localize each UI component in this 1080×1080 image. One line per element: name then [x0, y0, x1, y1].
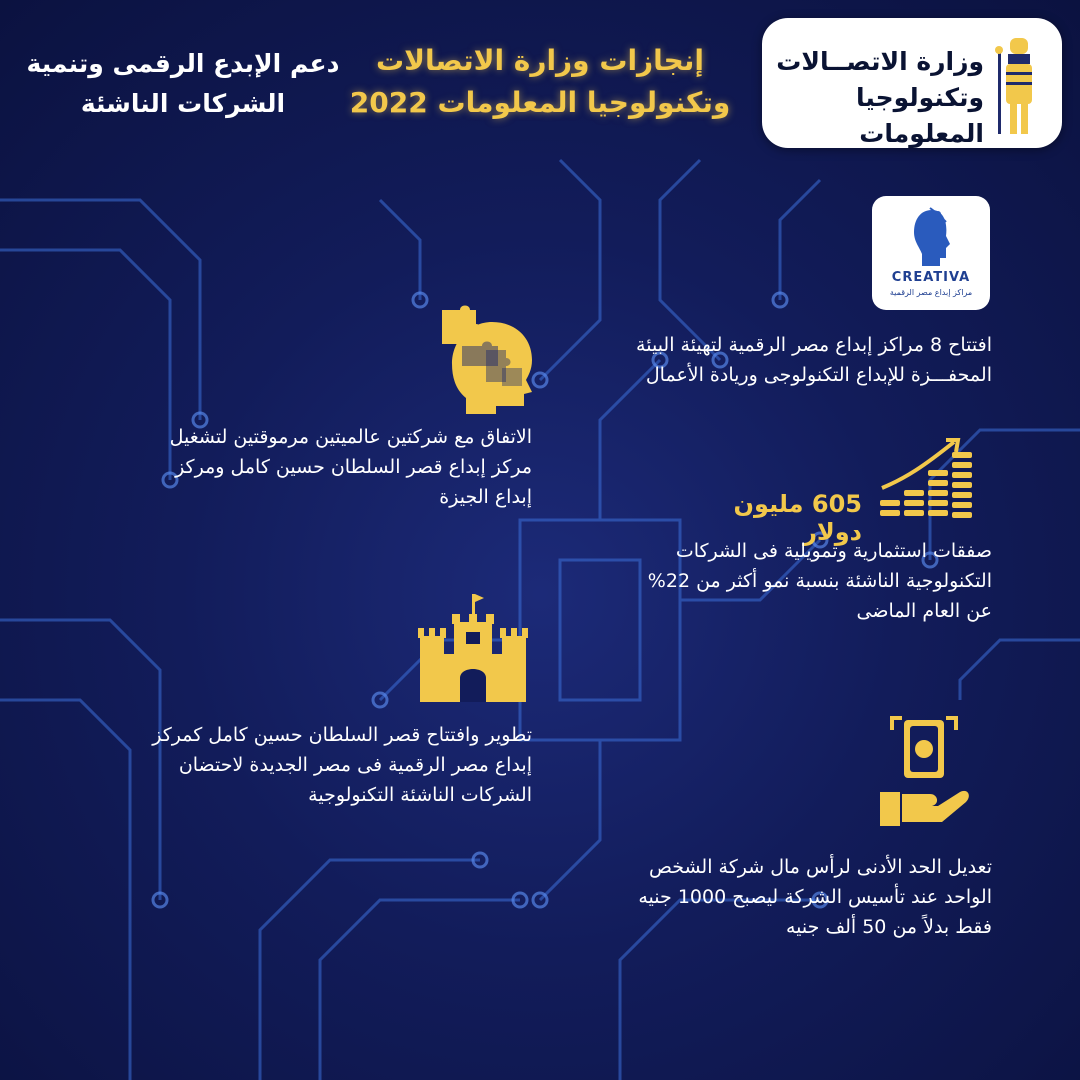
page-title-line2: وتكنولوجيا المعلومات 2022 [349, 86, 731, 119]
item-min-capital [560, 852, 992, 942]
item-palace-center [100, 720, 532, 810]
topic-title-line2: الشركات الناشئة [80, 89, 286, 118]
creativa-tagline: مراكز إبداع مصر الرقمية [889, 288, 973, 297]
creativa-brand: CREATIVA [891, 270, 971, 285]
ministry-logo-line2: وتكنولوجيا المعلومات [855, 83, 984, 148]
topic-title [18, 44, 348, 124]
page-title [340, 40, 740, 124]
item-capital-line2: الواحد عند تأسيس الشركة ليصبح 1000 جنيه [638, 886, 992, 908]
item-creativa-line2: المحفـــزة للإبداع التكنولوجى وريادة الأعمال [645, 364, 992, 386]
item-operators-agreement [100, 422, 532, 512]
creativa-head-icon [910, 206, 954, 268]
topic-title-line1: دعم الإبدع الرقمى وتنمية [26, 49, 340, 78]
ministry-logo-box [762, 18, 1062, 148]
item-operators-line1: الاتفاق مع شركتين عالميتين مرموقتين لتشغيل [169, 426, 532, 448]
castle-icon [414, 592, 532, 704]
item-operators-line2: مركز إبداع قصر السلطان حسين كامل ومركز [175, 456, 532, 478]
item-investment-line3: عن العام الماضى [856, 600, 992, 622]
investment-amount: 605 مليون دولار [733, 490, 862, 546]
pharaoh-emblem-icon [992, 32, 1046, 136]
item-capital-line1: تعديل الحد الأدنى لرأس مال شركة الشخص [648, 856, 992, 878]
page-title-line1: إنجازات وزارة الاتصالات [376, 44, 704, 77]
item-capital-line3: فقط بدلاً من 50 ألف جنيه [786, 916, 992, 938]
item-operators-line3: إبداع الجيزة [439, 486, 532, 508]
ministry-logo-text [774, 44, 984, 152]
creativa-logo [872, 196, 990, 310]
item-investment-line2: التكنولوجية الناشئة بنسبة نمو أكثر من 22% [647, 570, 992, 592]
coin-stacks-growth-icon [876, 436, 976, 520]
item-palace-line2: إبداع مصر الرقمية فى مصر الجديدة لاحتضان [178, 754, 532, 776]
ministry-logo-line1: وزارة الاتصــالات [776, 47, 984, 76]
item-creativa-line1: افتتاح 8 مراكز إبداع مصر الرقمية لتهيئة البيئة [636, 334, 992, 356]
hand-money-icon [876, 712, 972, 828]
item-investment-line1: صفقات استثمارية وتمويلية فى الشركات [675, 540, 992, 562]
item-palace-line3: الشركات الناشئة التكنولوجية [308, 784, 532, 806]
item-creativa-centers [560, 330, 992, 390]
item-palace-line1: تطوير وافتتاح قصر السلطان حسين كامل كمركز [152, 724, 532, 746]
head-puzzle-icon [436, 302, 540, 414]
item-investment-deals [560, 536, 992, 626]
